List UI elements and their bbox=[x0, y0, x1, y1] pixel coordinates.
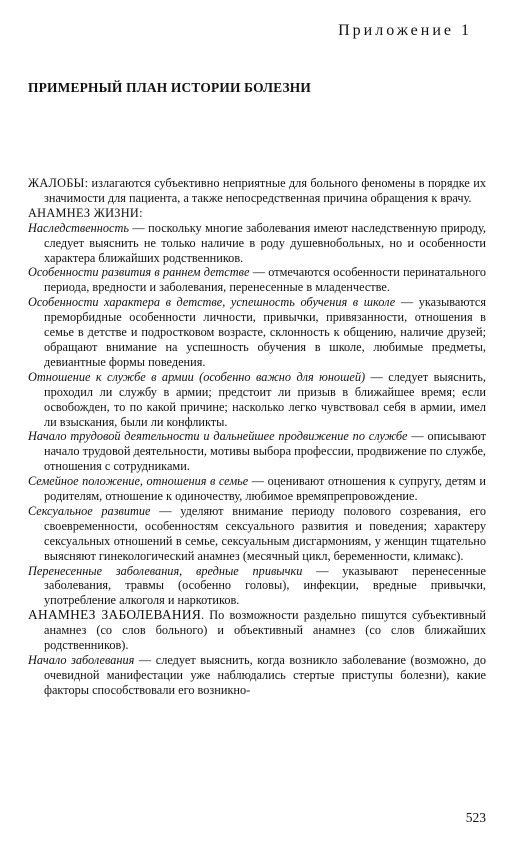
section-early-childhood bbox=[28, 265, 486, 295]
section-heredity bbox=[28, 221, 486, 266]
separator: — bbox=[395, 295, 419, 310]
section-life-anamnesis bbox=[28, 206, 486, 221]
section-heading: АНАМНЕЗ ЖИЗНИ bbox=[28, 205, 140, 220]
section-text: отмечаются особенности перинатального периода, вредности и заболевания, перенесенные в младенчестве. bbox=[44, 265, 487, 295]
section-text: следует выяснить, когда возникло заболевание (возможно, до очевидной манифестации уже наблюдались стертые приступы болезни), какие факторы способствовали его возникно- bbox=[44, 653, 486, 697]
section-text: указывают перенесенные заболевания, травмы (особенно головы), инфекции, вредные привычки, употребление алкоголя и наркотиков. bbox=[44, 563, 487, 608]
section-heading: Особенности развития в раннем детстве bbox=[28, 265, 250, 280]
separator: — bbox=[407, 429, 428, 444]
section-onset bbox=[28, 653, 486, 698]
section-army-service bbox=[28, 370, 486, 430]
separator: — bbox=[249, 265, 269, 280]
separator: : bbox=[139, 205, 143, 220]
section-heading: Отношение к службе в армии (особенно важно для юношей) bbox=[28, 369, 366, 384]
section-heading: Семейное положение, отношения в семье bbox=[28, 474, 249, 489]
section-text: По возможности раздельно пишутся субъективный анамнез (со слов больного) и объективный анамнез (со слов ближайших родственников). bbox=[44, 608, 486, 653]
section-text: поскольку многие заболевания имеют наследственную природу, следует выяснить не только наличие в роду душевнобольных, но и особенности характера ближайших родственников. bbox=[44, 220, 487, 265]
section-text: уделяют внимание периоду полового созревания, его своевременности, особенностям сексуального развития и поведения; характеру сексуальных отношений в семье, сексуальным дисгармониям, у женщин тщательно выясняют гинекологический анамнез (месячный цикл, беременности, климакс). bbox=[44, 503, 486, 563]
section-sexual-development bbox=[28, 504, 486, 564]
section-heading: АНАМНЕЗ ЗАБОЛЕВАНИЯ bbox=[28, 607, 202, 623]
section-heading: Наследственность bbox=[28, 220, 129, 235]
separator: : bbox=[84, 176, 92, 190]
appendix-header: Приложение 1 bbox=[338, 22, 472, 39]
section-heading: Особенности характера в детстве, успешность обучения в школе bbox=[28, 295, 396, 310]
document-body bbox=[28, 176, 486, 698]
separator: . bbox=[201, 608, 210, 623]
section-past-illnesses bbox=[28, 564, 486, 609]
section-heading: ЖАЛОБЫ bbox=[28, 176, 85, 190]
section-text: указываются преморбидные особенности личности, привычки, привязанности, отношения в семье в детстве и подростковом возрасте, склонность к общению, наличие друзей; обращают внимание на успешность обучения в школе, любимые предметы, девиантные формы поведения. bbox=[44, 295, 486, 369]
section-family bbox=[28, 474, 486, 504]
section-text: следует выяснить, проходил ли службу в армии; предстоит ли призыв в ближайшее время; если освобожден, то по какой причине; насколько легко чувствовал себя в армии, имел ли взыскания, были ли конфликты. bbox=[44, 369, 486, 429]
separator: — bbox=[302, 563, 343, 578]
section-heading: Начало трудовой деятельности и дальнейшее продвижение по службе bbox=[28, 429, 408, 444]
separator: — bbox=[365, 369, 389, 384]
section-complaints bbox=[28, 176, 486, 206]
section-work bbox=[28, 429, 486, 474]
section-heading: Перенесенные заболевания, вредные привычки bbox=[28, 563, 303, 578]
section-text: описывают начало трудовой деятельности, мотивы выбора профессии, продвижение по службе, отношения с сотрудниками. bbox=[44, 429, 486, 474]
section-childhood-character bbox=[28, 295, 486, 370]
section-text: излагаются субъективно неприятные для больного феномены в порядке их значимости для пациента, а также непосредственная причина обращения к врачу. bbox=[44, 176, 486, 205]
section-text: оценивают отношения к супругу, детям и родителям, отношение к одиночеству, любимое времяпрепровождение. bbox=[44, 474, 486, 504]
separator: — bbox=[134, 653, 156, 667]
section-heading: Сексуальное развитие bbox=[28, 503, 151, 518]
page-number: 523 bbox=[465, 810, 486, 825]
section-heading: Начало заболевания bbox=[28, 653, 135, 667]
separator: — bbox=[248, 474, 268, 489]
separator: — bbox=[128, 220, 149, 235]
separator: — bbox=[150, 503, 181, 518]
page-title: ПРИМЕРНЫЙ ПЛАН ИСТОРИИ БОЛЕЗНИ bbox=[28, 80, 312, 95]
section-illness-anamnesis bbox=[28, 608, 486, 653]
